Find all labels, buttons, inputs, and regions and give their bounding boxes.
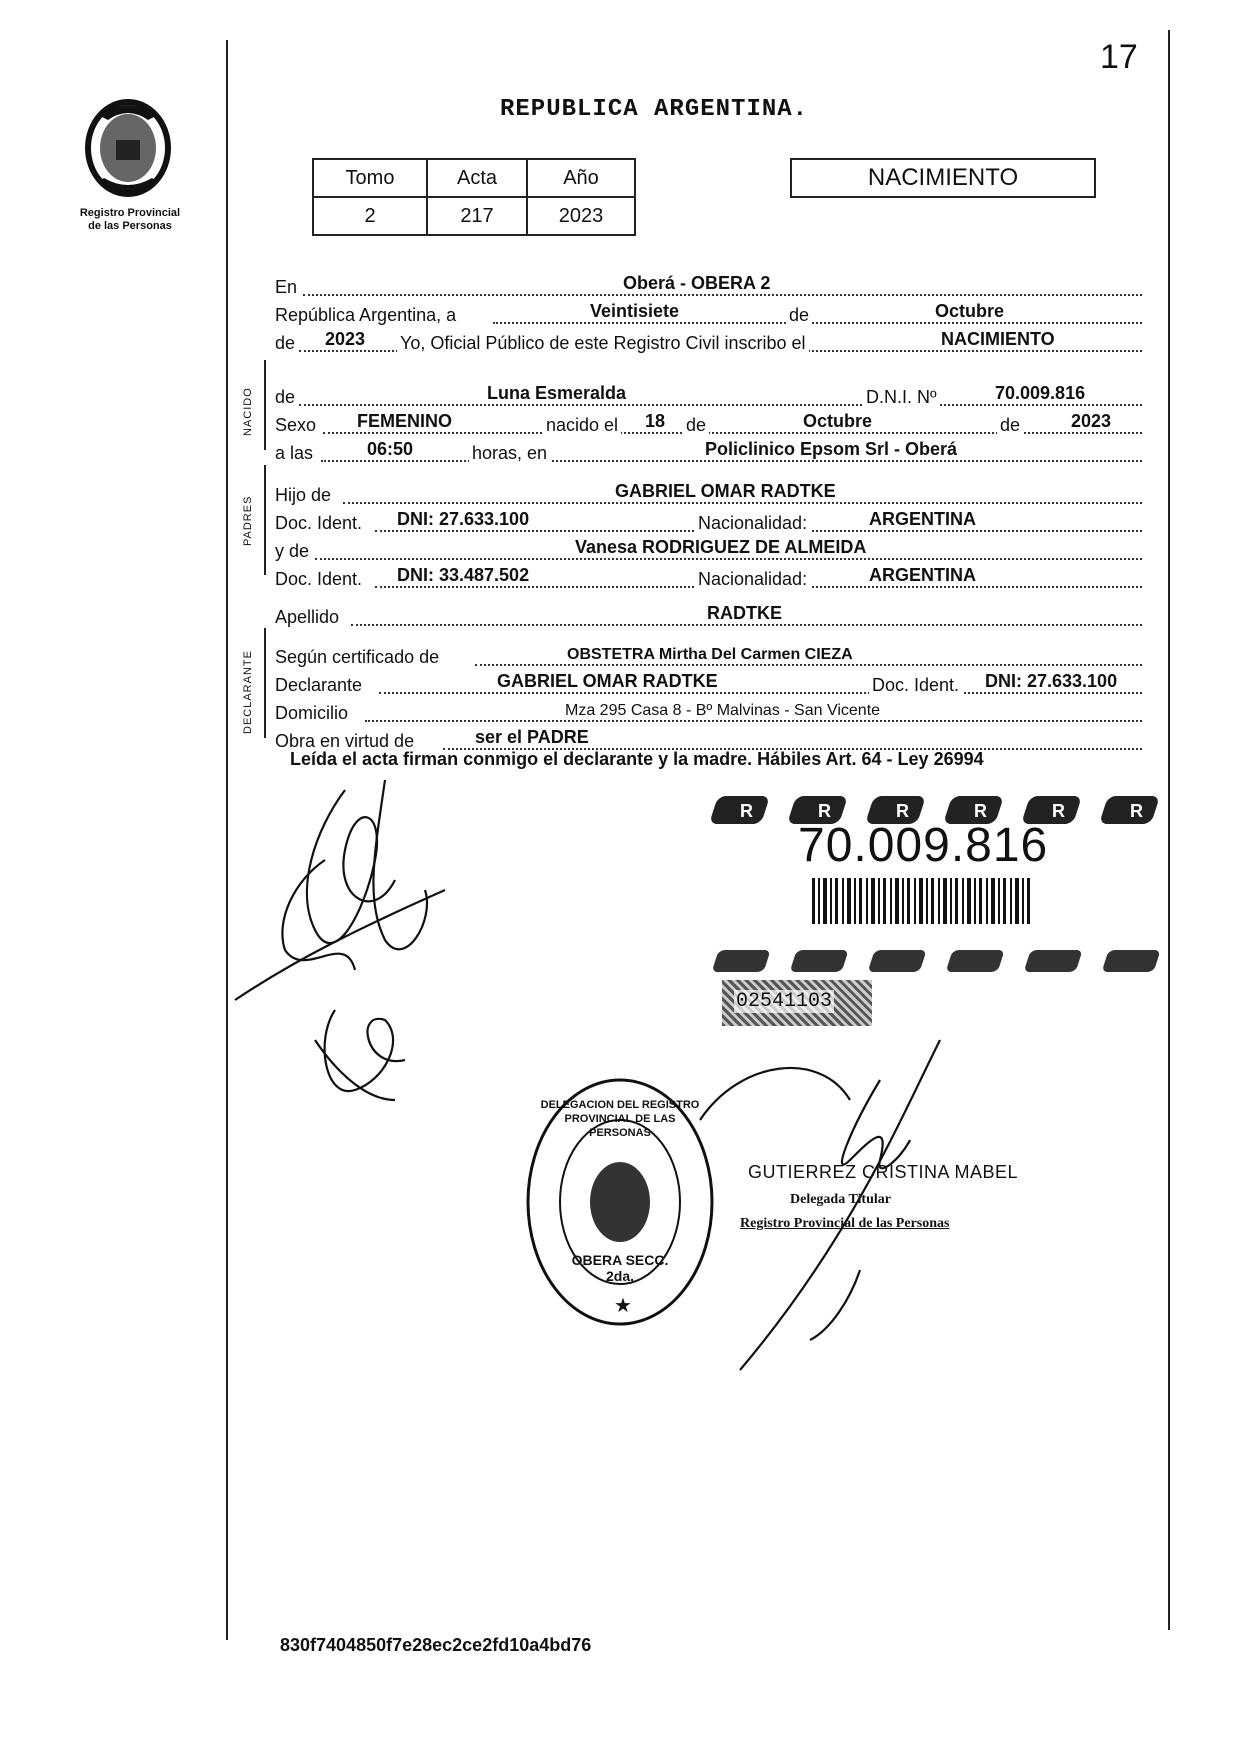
declarante-bracket bbox=[264, 628, 266, 738]
line-republica bbox=[275, 298, 1142, 324]
horas-label: horas, en bbox=[469, 443, 550, 464]
province-crest-icon bbox=[78, 90, 178, 200]
value-anio: 2023 bbox=[527, 197, 635, 235]
line-y-de bbox=[275, 534, 1142, 560]
year-value: 2023 bbox=[325, 329, 366, 349]
svg-text:R: R bbox=[818, 801, 831, 821]
line-mother-doc bbox=[275, 562, 1142, 588]
line-father-doc bbox=[275, 506, 1142, 532]
left-margin-line bbox=[226, 40, 228, 1640]
header-acta: Acta bbox=[427, 159, 527, 197]
mother-doc-value: DNI: 33.487.502 bbox=[397, 565, 530, 585]
father-name-value: GABRIEL OMAR RADTKE bbox=[615, 481, 836, 501]
page-number: 17 bbox=[1100, 38, 1138, 76]
line-apellido bbox=[275, 600, 1142, 626]
line-en bbox=[275, 270, 1142, 296]
time-value: 06:50 bbox=[367, 439, 414, 459]
father-doc-value: DNI: 27.633.100 bbox=[397, 509, 530, 529]
de2-label: de bbox=[997, 415, 1023, 436]
dni-label: D.N.I. Nº bbox=[863, 387, 940, 408]
stamp-serial-box bbox=[722, 980, 872, 1026]
cert-label: Según certificado de bbox=[275, 647, 440, 667]
svg-text:R: R bbox=[1052, 801, 1065, 821]
apellido-value: RADTKE bbox=[707, 603, 782, 623]
day-words-value: Veintisiete bbox=[590, 301, 680, 321]
hijo-de-label: Hijo de bbox=[275, 485, 332, 505]
barcode-icon bbox=[812, 878, 1032, 924]
mother-nat-label: Nacionalidad: bbox=[695, 569, 810, 590]
sexo-label: Sexo bbox=[275, 415, 317, 435]
father-doc-label: Doc. Ident. bbox=[275, 513, 363, 533]
registry-table bbox=[312, 158, 636, 236]
act-value: NACIMIENTO bbox=[941, 329, 1055, 349]
svg-text:R: R bbox=[740, 801, 753, 821]
header-anio: Año bbox=[527, 159, 635, 197]
security-stamp-band-bottom bbox=[720, 946, 1170, 976]
statement: Yo, Oficial Público de este Registro Civil inscribo el bbox=[397, 333, 809, 354]
de-label: de bbox=[789, 305, 810, 325]
republica-label: República Argentina, a bbox=[275, 305, 457, 325]
line-certificado bbox=[275, 640, 1142, 666]
stamp-serial: 02541103 bbox=[736, 990, 833, 1013]
sexo-value: FEMENINO bbox=[357, 411, 453, 431]
line-sexo bbox=[275, 408, 1142, 434]
stamp-dni-number: 70.009.816 bbox=[798, 819, 1049, 872]
y-de-label: y de bbox=[275, 541, 310, 561]
apellido-label: Apellido bbox=[275, 607, 340, 627]
document-title: REPUBLICA ARGENTINA. bbox=[500, 96, 809, 123]
svg-text:R: R bbox=[974, 801, 987, 821]
official-org: Registro Provincial de las Personas bbox=[740, 1216, 950, 1231]
official-title: Delegada Titular bbox=[790, 1192, 891, 1207]
mother-nat-value: ARGENTINA bbox=[869, 565, 976, 585]
nacido-el-label: nacido el bbox=[543, 415, 621, 436]
obra-label: Obra en virtud de bbox=[275, 731, 415, 751]
declarant-signature bbox=[235, 770, 475, 1130]
value-tomo: 2 bbox=[313, 197, 427, 235]
line-hora bbox=[275, 436, 1142, 462]
father-nat-label: Nacionalidad: bbox=[695, 513, 810, 534]
place-value: Oberá - OBERA 2 bbox=[623, 273, 771, 293]
child-name-value: Luna Esmeralda bbox=[487, 383, 627, 403]
de1-label: de bbox=[683, 415, 709, 436]
line-domicilio bbox=[275, 696, 1142, 722]
svg-text:★: ★ bbox=[614, 1295, 632, 1317]
nacido-section-label: NACIDO bbox=[242, 387, 254, 436]
birth-month-value: Octubre bbox=[803, 411, 873, 431]
logo-caption: Registro Provincial de las Personas bbox=[79, 207, 181, 232]
a-las-label: a las bbox=[275, 443, 314, 463]
value-acta: 217 bbox=[427, 197, 527, 235]
mother-name-value: Vanesa RODRIGUEZ DE ALMEIDA bbox=[575, 537, 867, 557]
nacido-de-label: de bbox=[275, 387, 296, 407]
svg-text:R: R bbox=[896, 801, 909, 821]
seal-ring-text: DELEGACION DEL REGISTRO PROVINCIAL DE LAS PERSONAS bbox=[540, 1099, 700, 1139]
birth-year-value: 2023 bbox=[1071, 411, 1112, 431]
birthplace-value: Policlinico Epsom Srl - Oberá bbox=[705, 439, 958, 459]
document-hash: 830f7404850f7e28ec2ce2fd10a4bd76 bbox=[280, 1635, 592, 1655]
birth-day-value: 18 bbox=[645, 411, 666, 431]
declarante-label: Declarante bbox=[275, 675, 363, 695]
nacido-bracket bbox=[264, 360, 266, 450]
father-nat-value: ARGENTINA bbox=[869, 509, 976, 529]
domicilio-value: Mza 295 Casa 8 - Bº Malvinas - San Vicente bbox=[565, 702, 881, 719]
declarante-section-label: DECLARANTE bbox=[242, 650, 254, 734]
en-label: En bbox=[275, 277, 298, 297]
obra-value: ser el PADRE bbox=[475, 727, 589, 747]
year-prefix: de bbox=[275, 333, 296, 353]
line-nacido-name bbox=[275, 380, 1142, 406]
month-value: Octubre bbox=[935, 301, 1005, 321]
padres-section-label: PADRES bbox=[242, 495, 254, 546]
official-name: GUTIERREZ CRISTINA MABEL bbox=[748, 1162, 1019, 1182]
line-year bbox=[275, 326, 1142, 352]
padres-bracket bbox=[264, 465, 266, 575]
domicilio-label: Domicilio bbox=[275, 703, 349, 723]
header-tomo: Tomo bbox=[313, 159, 427, 197]
svg-text:R: R bbox=[1130, 801, 1143, 821]
line-declarante bbox=[275, 668, 1142, 694]
declarante-name-value: GABRIEL OMAR RADTKE bbox=[497, 671, 718, 691]
cert-value: OBSTETRA Mirtha Del Carmen CIEZA bbox=[567, 646, 853, 663]
closing-note: Leída el acta firman conmigo el declarante y la madre. Hábiles Art. 64 - Ley 26994 bbox=[290, 749, 984, 769]
seal-bottom-text: OBERA SECC. 2da. bbox=[571, 1252, 669, 1284]
child-dni-value: 70.009.816 bbox=[995, 383, 1086, 403]
right-margin-line bbox=[1168, 30, 1170, 1630]
declarante-doc-label: Doc. Ident. bbox=[869, 675, 962, 696]
line-hijo-de bbox=[275, 478, 1142, 504]
declarante-doc-value: DNI: 27.633.100 bbox=[985, 671, 1118, 691]
mother-doc-label: Doc. Ident. bbox=[275, 569, 363, 589]
record-type-box: NACIMIENTO bbox=[790, 158, 1096, 198]
